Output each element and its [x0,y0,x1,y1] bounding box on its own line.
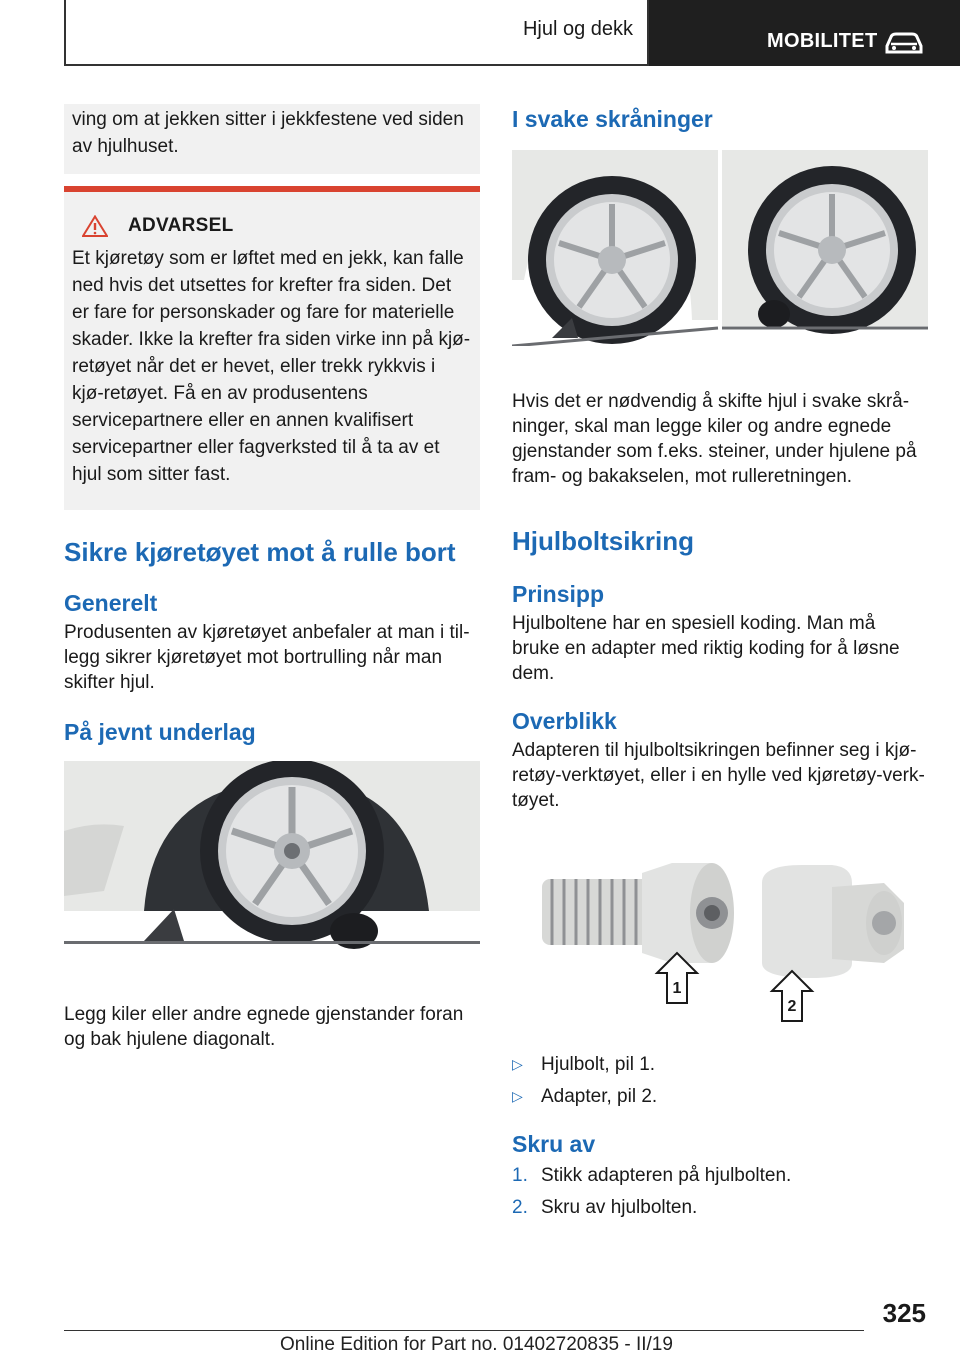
warning-triangle-icon [82,215,108,237]
step-text: Skru av hjulbolten. [541,1197,698,1218]
unscrew-steps [512,1163,928,1220]
step-item [512,1163,928,1188]
list-item-text: Hjulbolt, pil 1. [541,1054,656,1075]
heading-overview: Overblikk [512,708,617,734]
warning-text: Et kjøretøy som er løftet med en jekk, kan falle ned hvis det utsettes for krefter fra siden. Det er fare for personskader og fare for materielle skader. Ikke la krefter fra siden virke inn på kjø-retøyet når det er hevet, eller trekk rykkvis i kjø-retøyet. Få en av produsentens servicepartnere eller en annen kvalifisert servicepartner eller fagverksted til å ta av et hjul som sitter fast. [72,248,471,485]
triangle-bullet-icon: ▷ [512,1088,523,1104]
chapter-label: MOBILITET [767,30,878,52]
list-item [512,1052,928,1077]
arrow-1-label: 1 [672,980,682,997]
continued-note [64,104,480,174]
flat-caption: Legg kiler eller andre egnede gjenstander foran og bak hjulene diagonalt. [64,1004,464,1050]
page-header [0,0,960,66]
left-column [64,104,480,1052]
general-text: Produsenten av kjøretøyet anbefaler at man i til-legg sikrer kjøretøyet mot bortrulling når man skifter hjul. [64,622,470,693]
footer-divider [64,1330,864,1331]
step-number: 1. [512,1165,528,1186]
bolt-adapter-illustration [512,853,928,1023]
list-item [512,1084,928,1109]
heading-flat-ground: På jevnt underlag [64,719,256,745]
bolt-parts-list [512,1052,928,1109]
triangle-bullet-icon: ▷ [512,1056,523,1072]
overview-text: Adapteren til hjulboltsikringen befinner seg i kjø-retøy-verktøyet, eller i en hylle ved kjøretøy-verk-tøyet. [512,740,925,811]
heading-slope: I svake skråninger [512,106,713,132]
section-title: Hjul og dekk [522,18,633,40]
principle-text: Hjulboltene har en spesiell koding. Man må bruke en adapter med riktig koding for å løsne dem. [512,613,900,684]
heading-unscrew: Skru av [512,1131,596,1157]
heading-general: Generelt [64,590,158,616]
heading-wheel-lock: Hjulboltsikring [512,526,694,556]
heading-principle: Prinsipp [512,581,605,607]
warning-title: ADVARSEL [128,215,234,236]
continued-text: ving om at jekken sitter i jekkfestene ved siden av hjulhuset. [72,109,464,157]
warning-header [72,212,472,239]
step-item [512,1195,928,1220]
page-number: 325 [882,1298,926,1328]
step-text: Stikk adapteren på hjulbolten. [541,1165,792,1186]
arrow-2-label: 2 [787,998,797,1015]
right-column [512,104,928,1227]
car-icon [883,28,925,56]
slope-text: Hvis det er nødvendig å skifte hjul i svake skrå-ninger, skal man legge kiler og andre egnede gjenstander som f.eks. steiner, under hjulene på fram- og bakakselen, mot rulleretningen. [512,391,917,487]
list-item-text: Adapter, pil 2. [541,1086,658,1107]
section-heading-rolling: Sikre kjøretøyet mot å rulle bort [64,537,456,567]
wheel-flat-illustration [64,761,480,949]
chapter-tab [649,0,960,66]
footer-edition: Online Edition for Part no. 01402720835 - II/19 [280,1334,673,1355]
step-number: 2. [512,1197,528,1218]
header-section-box [64,0,649,66]
warning-box [64,186,480,510]
wheel-slope-illustration [512,150,928,346]
